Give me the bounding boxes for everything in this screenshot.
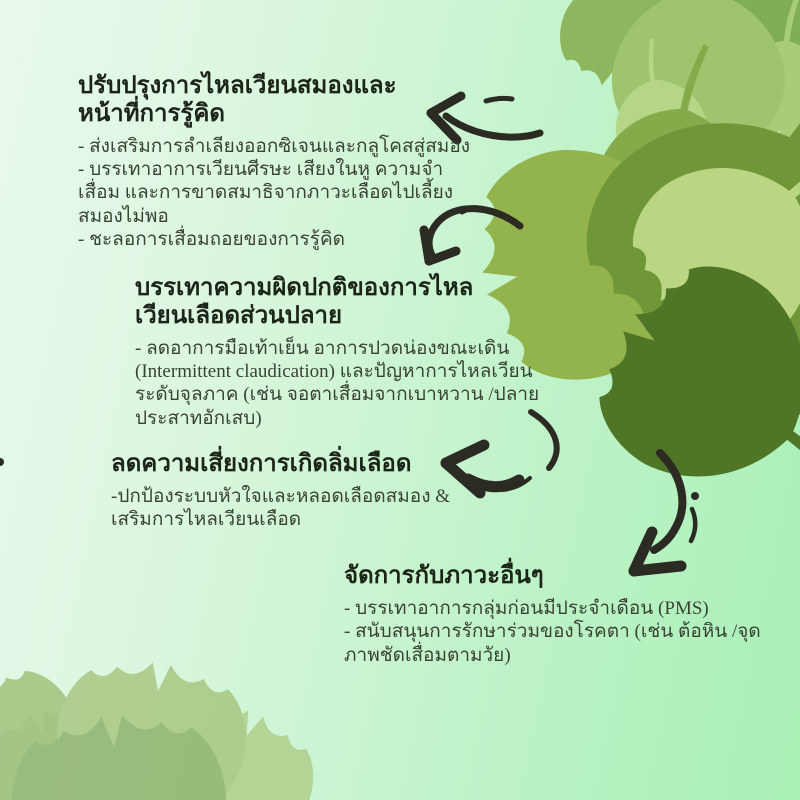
section-3-heading: [111, 450, 463, 478]
section-other-conditions: [344, 562, 774, 667]
heading-line: จัดการกับภาวะอื่นๆ: [344, 562, 544, 589]
section-1-heading: [78, 72, 470, 128]
section-brain-circulation: [78, 72, 470, 251]
section-4-heading: [344, 562, 774, 590]
bullet-item: - ชะลอการเสื่อมถอยของการรู้คิด: [78, 229, 345, 251]
heading-line: หน้าที่การรู้คิด: [78, 99, 225, 127]
section-peripheral-circulation: [135, 274, 555, 430]
heading-line: เวียนเลือดส่วนปลาย: [135, 301, 343, 329]
bullet-item: -ปกป้องระบบหัวใจและหลอดเลือดสมอง & เสริมการไหลเวียนเลือด: [111, 485, 451, 531]
bullet-item: - บรรเทาอาการกลุ่มก่อนมีประจำเดือน (PMS): [344, 597, 709, 619]
section-blood-clot-risk: [111, 450, 463, 532]
heading-line: บรรเทาความผิดปกติของการไหล: [135, 274, 474, 301]
heading-line: ปรับปรุงการไหลเวียนสมองและ: [78, 72, 397, 99]
bullet-item: - ส่งเสริมการลำเลียงออกซิเจนและกลูโคสสู่สมอง: [78, 135, 471, 157]
bullet-item: - ลดอาการมือเท้าเย็น อาการปวดน่องขณะเดิน (Intermittent claudication) และปัญหาการไหลเวียนระดับจุลภาค (เช่น จอตาเสื่อมจากเบาหวาน /ปลายประสาทอักเสบ): [135, 337, 540, 429]
section-2-bullets: [135, 337, 555, 430]
bullet-item: - บรรเทาอาการเวียนศีรษะ เสียงในหู ความจำเสื่อม และการขาดสมาธิจากภาวะเลือดไปเลี้ยงสมองไม่พอ: [78, 159, 454, 227]
ginkgo-leaves-bottom-left: [0, 650, 332, 800]
section-3-bullets: [111, 485, 463, 532]
section-2-heading: [135, 274, 555, 330]
section-4-bullets: [344, 597, 774, 667]
section-1-bullets: [78, 135, 470, 252]
bullet-item: - สนับสนุนการรักษาร่วมของโรคตา (เช่น ต้อหิน /จุดภาพชัดเสื่อมตามวัย): [344, 621, 761, 666]
heading-line: ลดความเสี่ยงการเกิดลิ่มเลือด: [111, 450, 412, 477]
